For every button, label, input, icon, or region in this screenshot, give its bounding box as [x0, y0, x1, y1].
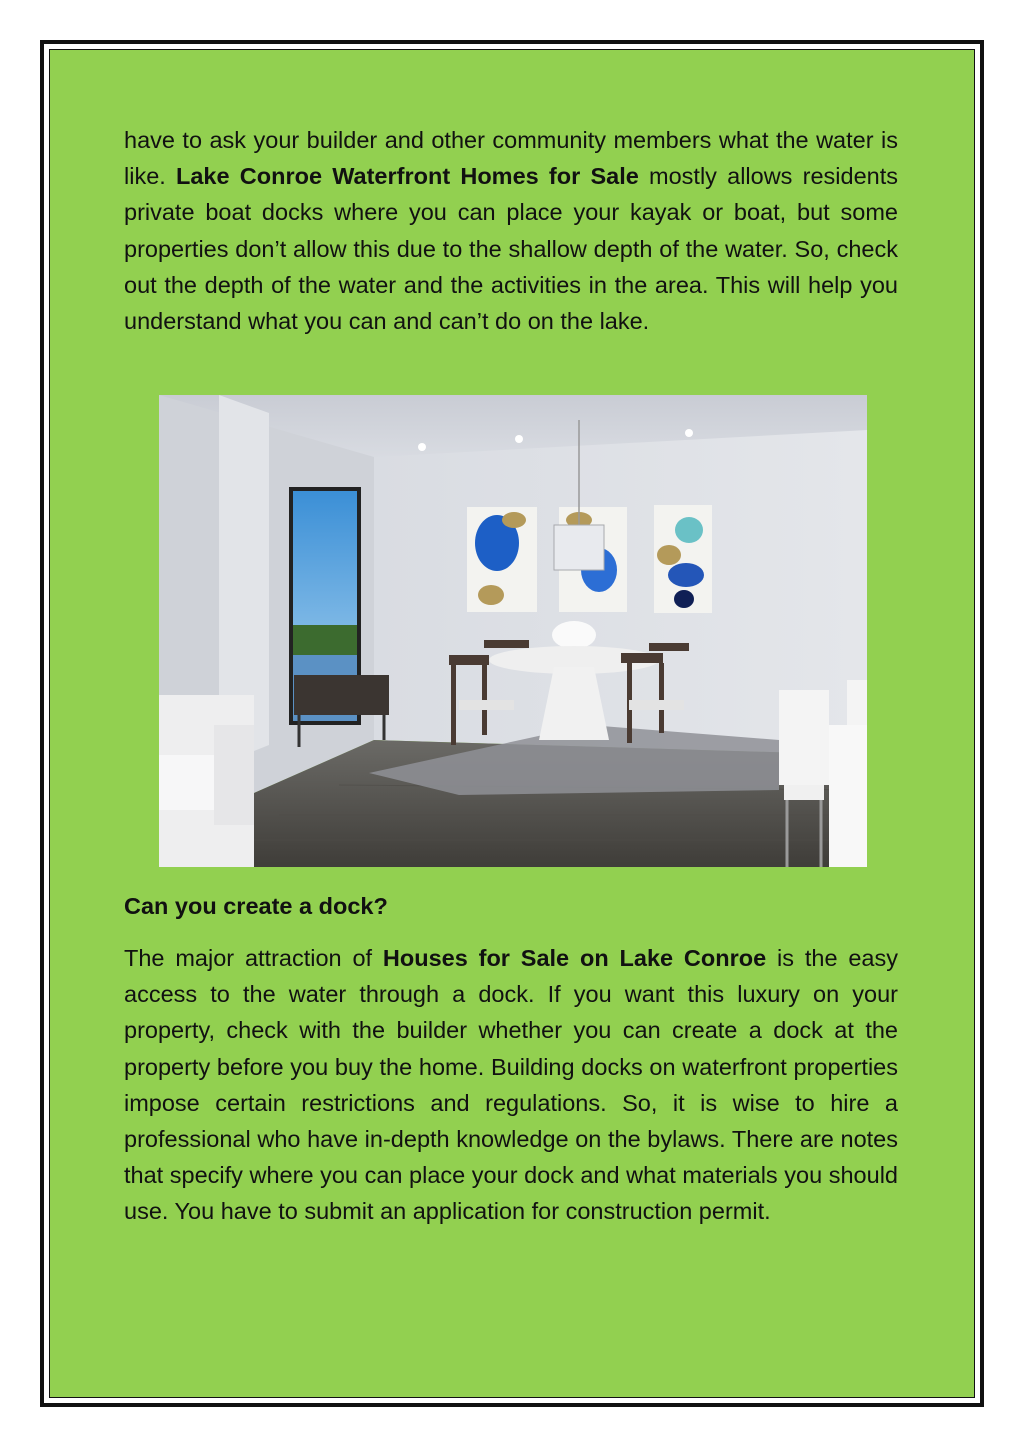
- paragraph-text: mostly allows residents private boat docks where you can place your kayak or boat, but some properties don’t allow this due to the shallow depth of the water. So, check out the depth of the water and the activities in the area. This will help you understand what you can and can’t do on the lake.: [124, 163, 898, 335]
- section-heading: Can you create a dock?: [124, 893, 388, 919]
- dining-room-photo: [159, 395, 867, 867]
- paragraph-text: The major attraction of: [124, 945, 383, 971]
- paragraph-text: is the easy access to the water through a dock. If you want this luxury on your property, check with the builder whether you can create a dock at the property before you buy the home. Building docks on waterfront properties impose certain restrictions and regulations. So, it is wise to hire a professional who have in-depth knowledge on the bylaws. There are notes that specify where you can place your dock and what materials you should use. You have to submit an application for construction permit.: [124, 945, 898, 1225]
- paragraph-water-access: [124, 122, 898, 339]
- paragraph-dock: [124, 940, 898, 1230]
- keyword-link-houses-for-sale[interactable]: Houses for Sale on Lake Conroe: [382, 945, 767, 971]
- keyword-link-waterfront-homes[interactable]: Lake Conroe Waterfront Homes for Sale: [176, 163, 639, 190]
- paragraph-text: have to ask your builder and other community members what the water is like.: [124, 127, 898, 190]
